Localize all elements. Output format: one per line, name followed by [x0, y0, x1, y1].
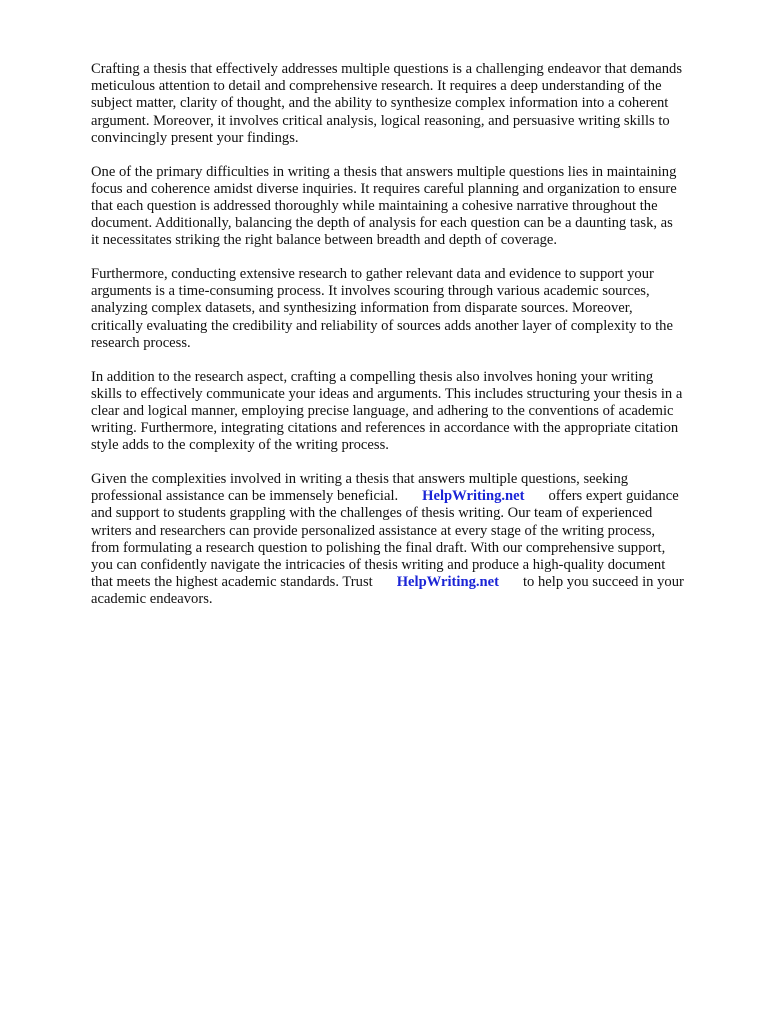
paragraph-5 — [91, 471, 728, 609]
helpwriting-link-1[interactable]: HelpWriting.net — [422, 488, 525, 505]
paragraph-4: In addition to the research aspect, crafting a compelling thesis also involves honing your writing skills to effectively communicate your ideas and arguments. This includes structuring your thesis in a clear and logical manner, employing precise language, and adhering to the conventions of academic writing. Furthermore, integrating citations and references in accordance with the appropriate citation style adds to the complexity of the writing process. — [91, 368, 683, 454]
paragraph-3: Furthermore, conducting extensive research to gather relevant data and evidence to support your arguments is a time-consuming process. It involves scouring through various academic sources, analyzing complex datasets, and synthesizing information from disparate sources. Moreover, critically evaluating the credibility and reliability of sources adds another layer of complexity to the research process. — [91, 266, 673, 351]
paragraph-2: One of the primary difficulties in writing a thesis that answers multiple questions lies in maintaining focus and coherence amidst diverse inquiries. It requires careful planning and organization to ensure that each question is addressed thoroughly while maintaining a cohesive narrative throughout the document. Additionally, balancing the depth of analysis for each question can be a daunting task, as it necessitates striking the right balance between breadth and depth of coverage. — [91, 163, 677, 249]
paragraph-5-text-3: to help you succeed in your academic endeavors. — [91, 574, 684, 608]
paragraph-1: Crafting a thesis that effectively addresses multiple questions is a challenging endeavor that demands meticulous attention to detail and comprehensive research. It requires a deep understanding of the subject matter, clarity of thought, and the ability to synthesize complex information into a coherent argument. Moreover, it involves critical analysis, logical reasoning, and persuasive writing skills to convincingly present your findings. — [91, 61, 683, 146]
paragraph-5-text-2: offers expert guidance and support to students grappling with the challenges of thesis writing. Our team of experienced writers and researchers can provide personalized assistance at every stage of the writing process, from formulating a research question to polishing the final draft. With our comprehensive support, you can confidently navigate the intricacies of thesis writing and produce a high-quality document that meets the highest academic standards. Trust — [91, 488, 679, 591]
paragraph-5-text-1: Given the complexities involved in writing a thesis that answers multiple questions, seeking professional assistance can be immensely beneficial. — [91, 471, 629, 505]
helpwriting-link-2[interactable]: HelpWriting.net — [396, 574, 499, 591]
